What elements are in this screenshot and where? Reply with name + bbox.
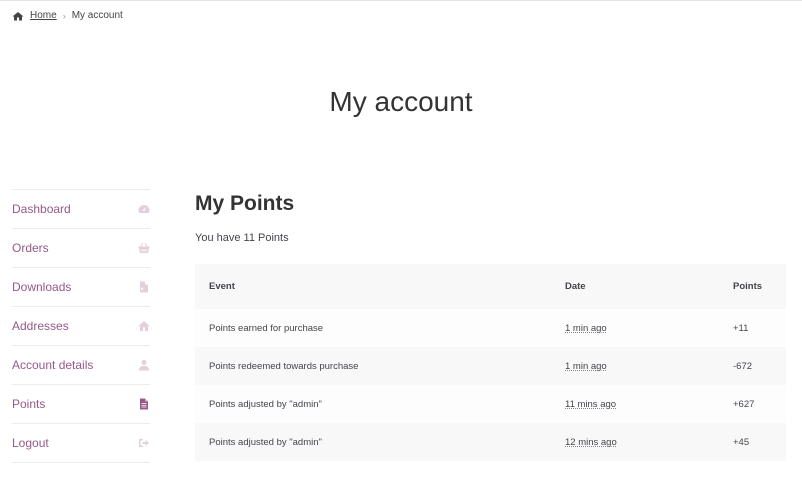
nav-item-points[interactable] — [12, 384, 150, 423]
nav-item-label: Orders — [12, 241, 49, 255]
sign-out-icon — [138, 437, 150, 449]
points-table — [195, 264, 786, 461]
nav-item-label: Downloads — [12, 280, 72, 294]
nav-item-dashboard[interactable] — [12, 189, 150, 228]
column-header-date: Date — [564, 264, 732, 309]
event-cell: Points adjusted by "admin" — [195, 423, 564, 461]
table-header-row — [195, 264, 786, 309]
nav-item-addresses[interactable] — [12, 306, 150, 345]
date-cell — [564, 385, 732, 423]
table-row — [195, 385, 786, 423]
nav-item-logout[interactable] — [12, 423, 150, 463]
basket-icon — [138, 242, 150, 254]
date-value: 1 min ago — [565, 360, 607, 372]
top-border — [0, 0, 802, 1]
date-cell — [564, 347, 732, 385]
page-title: My account — [329, 86, 473, 117]
date-cell — [564, 423, 732, 461]
table-row — [195, 347, 786, 385]
breadcrumb — [12, 10, 123, 21]
points-cell: +45 — [732, 423, 786, 461]
file-text-icon — [138, 398, 150, 410]
nav-item-orders[interactable] — [12, 228, 150, 267]
nav-item-downloads[interactable] — [12, 267, 150, 306]
event-cell: Points earned for purchase — [195, 309, 564, 347]
points-cell: +11 — [732, 309, 786, 347]
nav-item-label: Dashboard — [12, 202, 71, 216]
column-header-points: Points — [732, 264, 786, 309]
points-cell: -672 — [732, 347, 786, 385]
date-value: 12 mins ago — [565, 436, 617, 448]
account-navigation — [12, 189, 150, 463]
breadcrumb-home-link[interactable]: Home — [30, 10, 57, 21]
breadcrumb-separator: › — [62, 10, 66, 21]
home-icon — [138, 320, 150, 332]
event-cell: Points redeemed towards purchase — [195, 347, 564, 385]
nav-item-account-details[interactable] — [12, 345, 150, 384]
event-cell: Points adjusted by "admin" — [195, 385, 564, 423]
points-summary: You have 11 Points — [195, 232, 289, 244]
breadcrumb-current: My account — [71, 10, 123, 21]
tachometer-icon — [138, 203, 150, 215]
nav-item-label: Points — [12, 397, 46, 411]
nav-item-label: Account details — [12, 358, 94, 372]
points-heading: My Points — [195, 192, 295, 215]
table-row — [195, 309, 786, 347]
file-icon — [138, 281, 150, 293]
home-icon — [12, 11, 24, 21]
user-icon — [138, 359, 150, 371]
table-row — [195, 423, 786, 461]
date-value: 11 mins ago — [565, 398, 617, 410]
column-header-event: Event — [195, 264, 564, 309]
date-value: 1 min ago — [565, 322, 607, 334]
date-cell — [564, 309, 732, 347]
nav-item-label: Addresses — [12, 319, 69, 333]
nav-item-label: Logout — [12, 436, 49, 450]
points-cell: +627 — [732, 385, 786, 423]
